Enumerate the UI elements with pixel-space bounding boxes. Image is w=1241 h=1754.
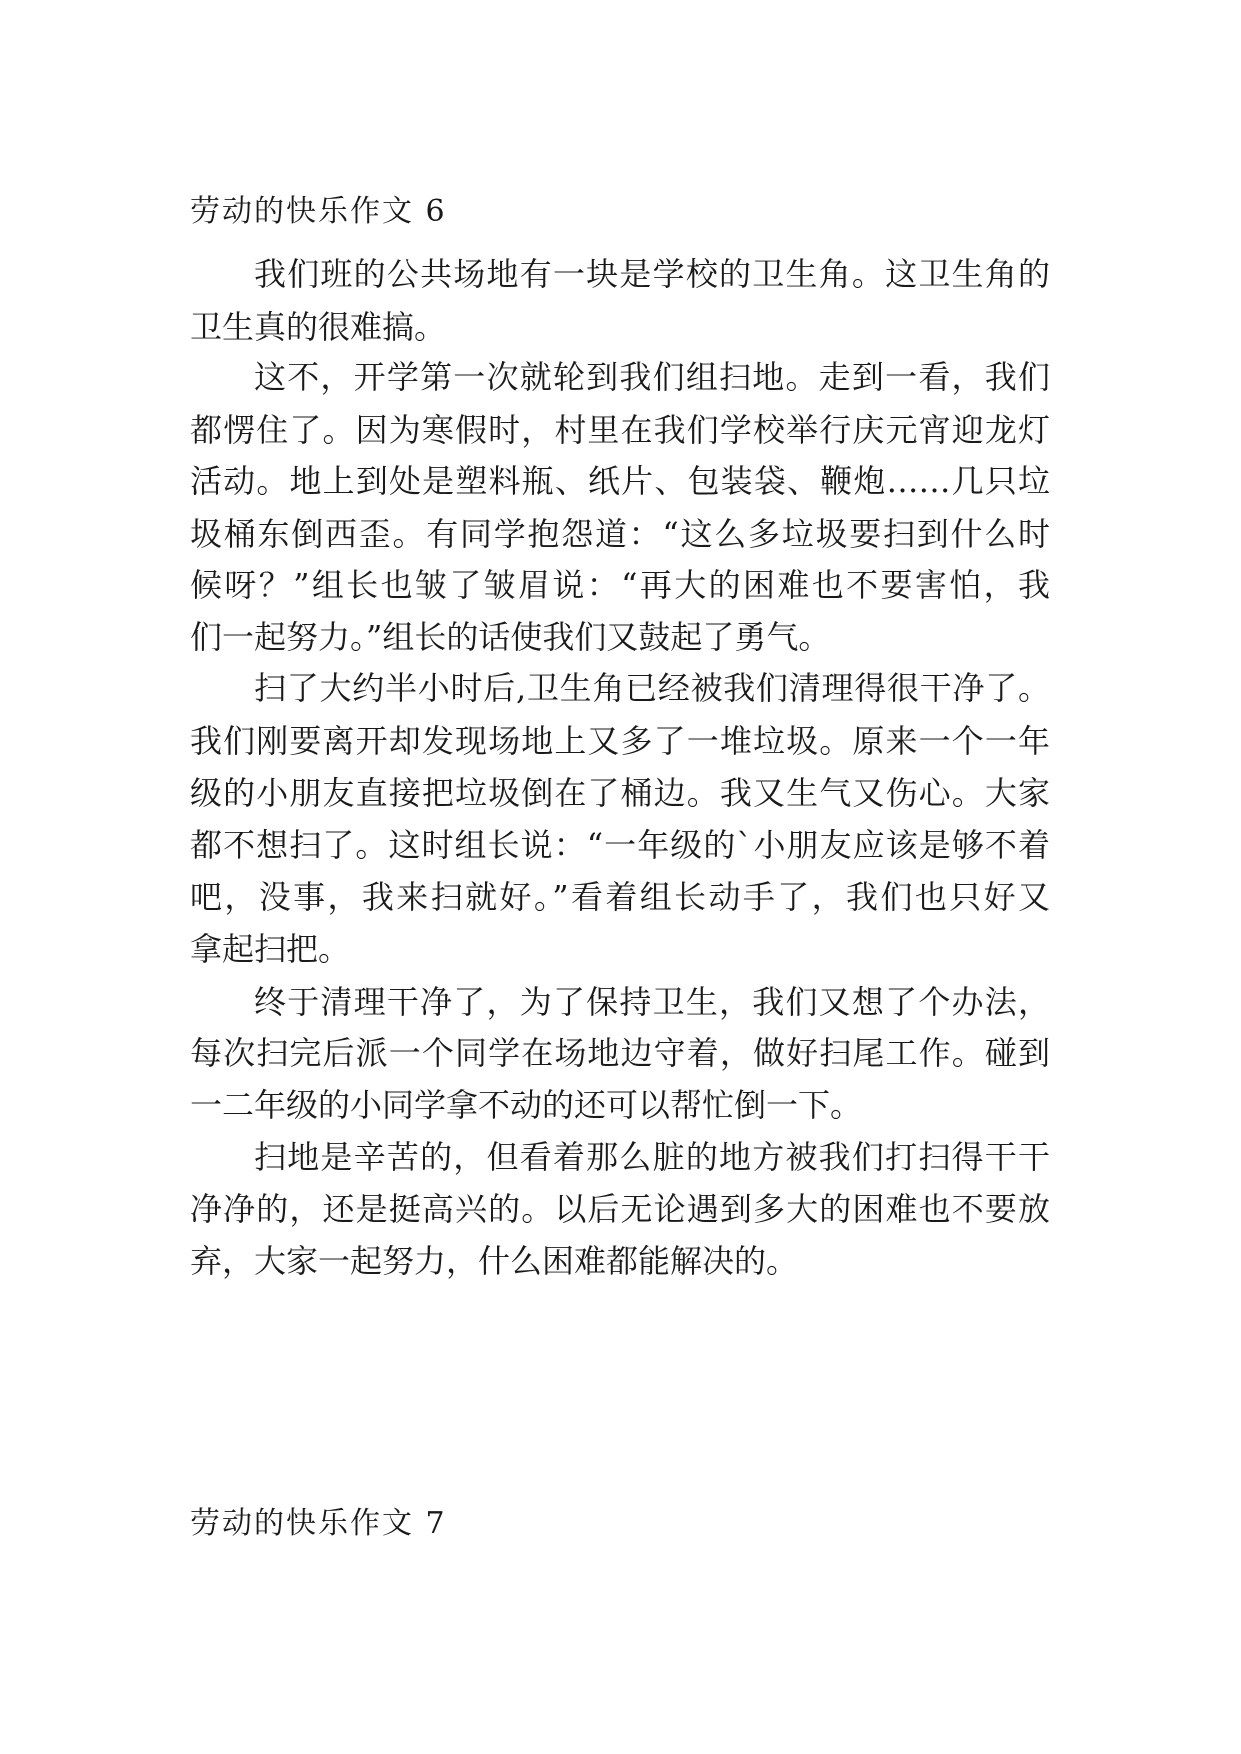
paragraph-line: 吧，没事，我来扫就好。”看着组长动手了，我们也只好又 (190, 878, 1050, 916)
paragraph-line: 净净的，还是挺高兴的。以后无论遇到多大的困难也不要放 (190, 1190, 1050, 1228)
paragraph-line: 活动。地上到处是塑料瓶、纸片、包装袋、鞭炮……几只垃 (190, 462, 1050, 500)
paragraph-line: 拿起扫把。 (190, 930, 351, 968)
paragraph-line: 弃，大家一起努力，什么困难都能解决的。 (190, 1242, 799, 1280)
paragraph-line: 候呀？”组长也皱了皱眉说：“再大的困难也不要害怕，我 (190, 566, 1050, 604)
paragraph-line: 一二年级的小同学拿不动的还可以帮忙倒一下。 (190, 1086, 863, 1124)
paragraph-line: 我们班的公共场地有一块是学校的卫生角。这卫生角的 (254, 255, 1050, 293)
essay-title-7: 劳动的快乐作文 7 (190, 1506, 447, 1541)
essay-title-6: 劳动的快乐作文 6 (190, 194, 447, 229)
paragraph-line: 每次扫完后派一个同学在场地边守着，做好扫尾工作。碰到 (190, 1034, 1050, 1072)
paragraph-line: 都不想扫了。这时组长说：“一年级的`小朋友应该是够不着 (190, 826, 1050, 864)
paragraph-line: 圾桶东倒西歪。有同学抱怨道：“这么多垃圾要扫到什么时 (190, 515, 1050, 553)
paragraph-line: 扫了大约半小时后,卫生角已经被我们清理得很干净了。 (254, 669, 1050, 707)
paragraph-line: 扫地是辛苦的，但看着那么脏的地方被我们打扫得干干 (254, 1138, 1050, 1176)
paragraph-line: 卫生真的很难搞。 (190, 308, 447, 346)
paragraph-line: 我们刚要离开却发现场地上又多了一堆垃圾。原来一个一年 (190, 722, 1050, 760)
paragraph-line: 这不，开学第一次就轮到我们组扫地。走到一看，我们 (254, 358, 1050, 396)
paragraph-line: 们一起努力。”组长的话使我们又鼓起了勇气。 (190, 618, 831, 656)
paragraph-line: 终于清理干净了，为了保持卫生，我们又想了个办法， (254, 983, 1050, 1021)
paragraph-line: 都愣住了。因为寒假时，村里在我们学校举行庆元宵迎龙灯 (190, 411, 1050, 449)
paragraph-line: 级的小朋友直接把垃圾倒在了桶边。我又生气又伤心。大家 (190, 774, 1050, 812)
